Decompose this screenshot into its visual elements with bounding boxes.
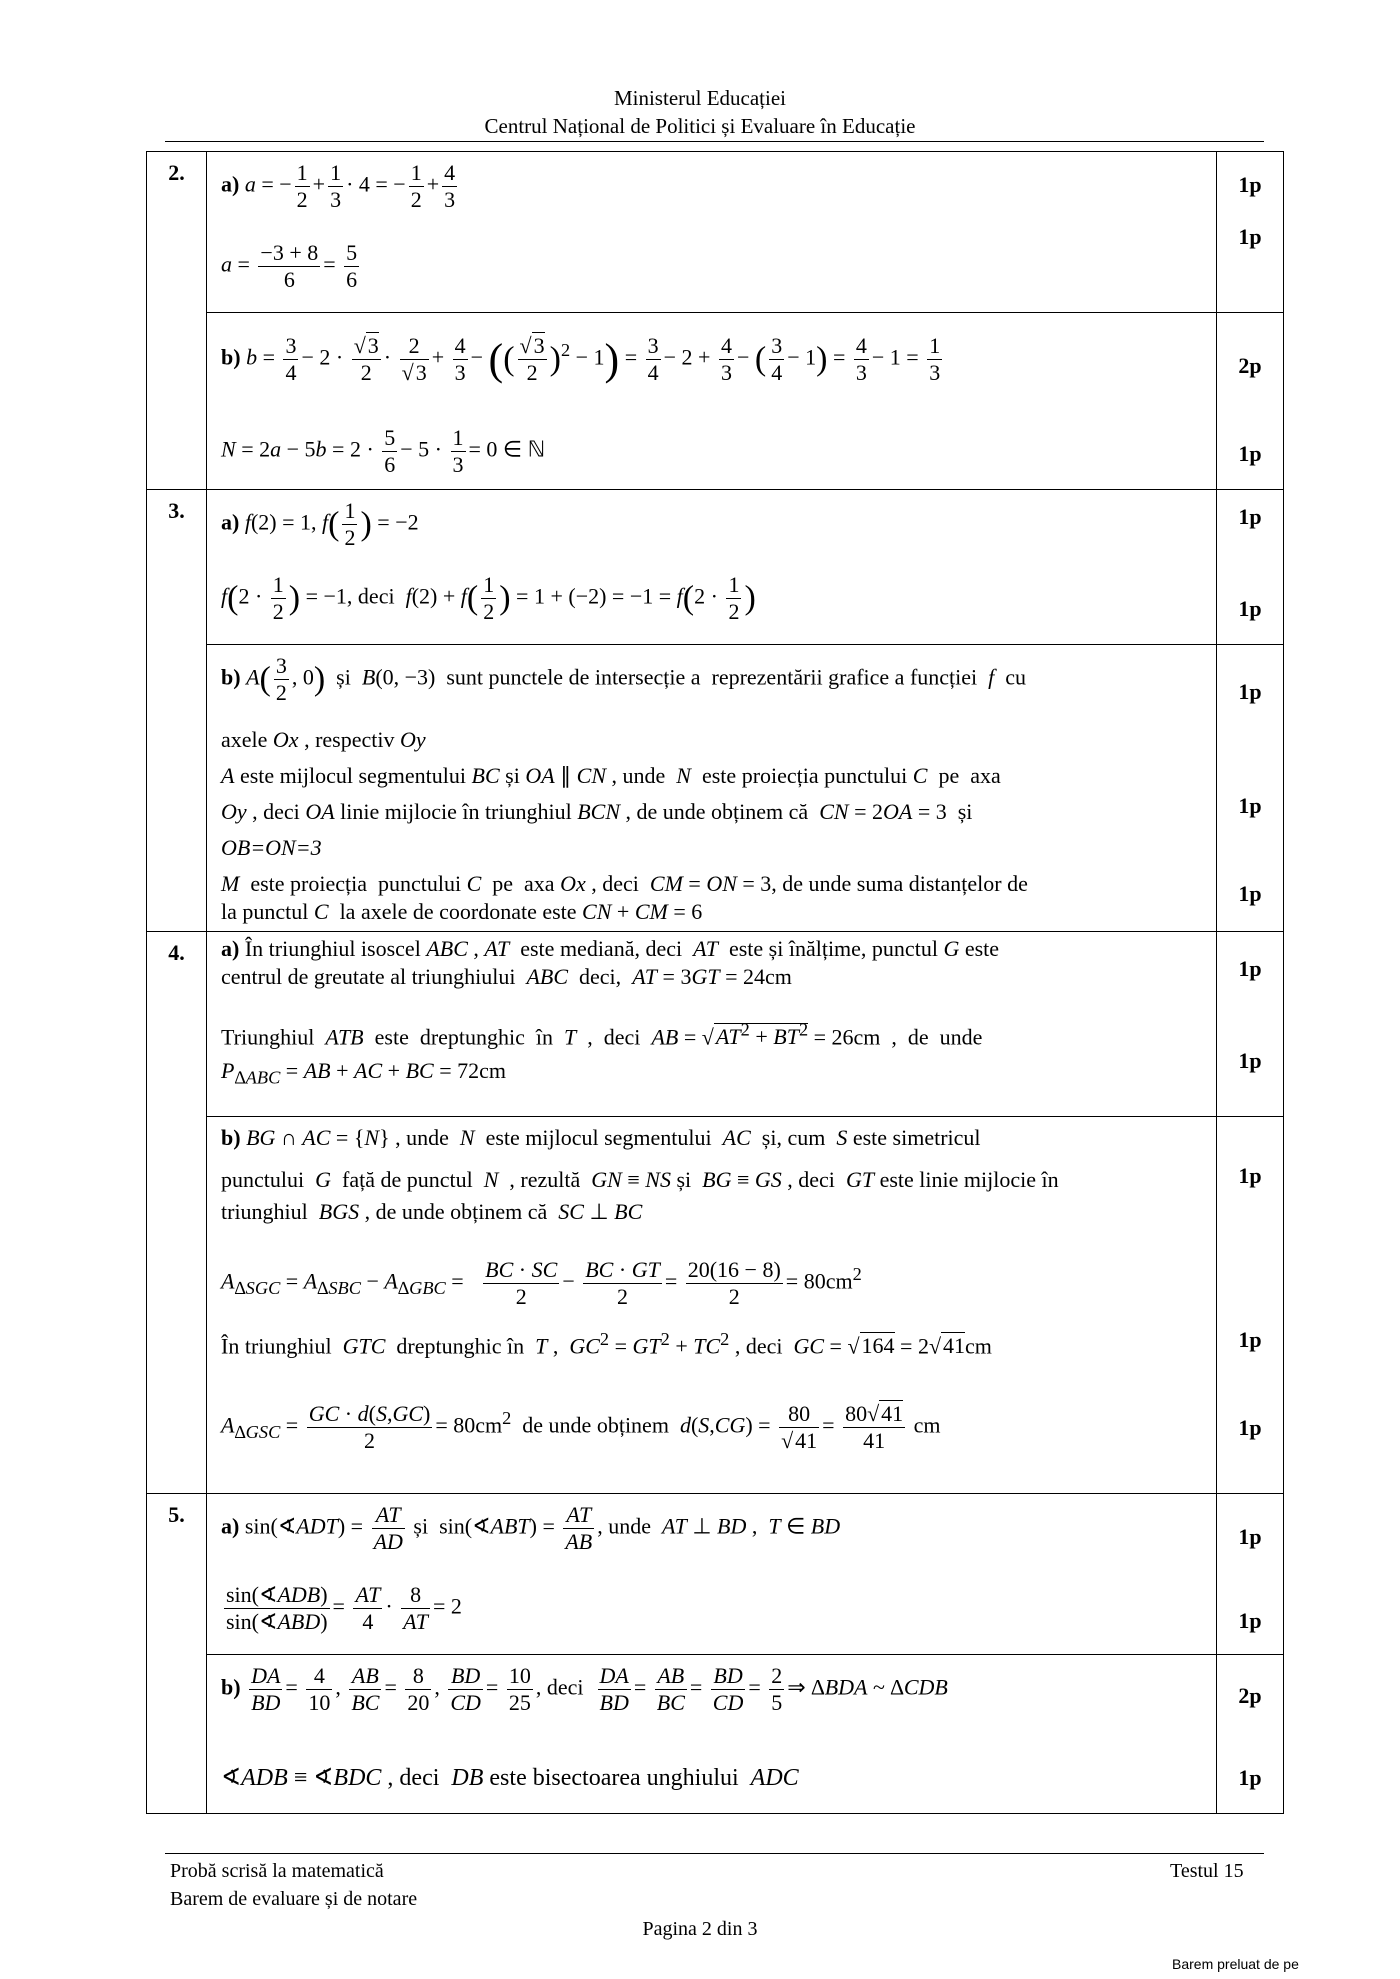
math-line: a) f(2) = 1, f( $\frac{1}{2}$ ) = −2 — [221, 498, 419, 550]
problem-number: 2. — [147, 152, 207, 490]
footer-rule — [165, 1853, 1264, 1854]
points: 1p — [1238, 224, 1262, 249]
points-cell — [1217, 1655, 1284, 1814]
header-rule — [165, 141, 1264, 142]
problem-number: 5. — [147, 1494, 207, 1814]
points: 1p — [1238, 1608, 1262, 1633]
text-line: M este proiecția punctului C pe axa Ox , deci CM = ON = 3, de unde suma distanțelor de — [221, 871, 1028, 896]
problem-row-2b — [147, 313, 1284, 490]
problem-row-3 — [147, 490, 1284, 645]
points: 1p — [1238, 1163, 1262, 1188]
math-line: b) b = $\frac{3}{4}$ − 2 · $\frac{√3}{2}$ · $\frac{2}{√3}$ + $\frac{4}{3}$ − (( $\frac{√3}{2}$ )$^2$ − 1) = $\frac{3}{4}$ − 2 + $\frac{4}{3}$ − ( $\frac{3}{4}$ − 1) = $\frac{4}{3}$ − 1 = $\frac{1}{3}$ — [221, 333, 941, 385]
text-line: la punctul C la axele de coordonate este CN + CM = 6 — [221, 899, 703, 924]
header-ministry: Ministerul Educației — [613, 86, 787, 110]
part-cell-5a — [207, 1494, 1217, 1655]
text-line: axele Ox , respectiv Oy — [221, 727, 426, 752]
points: 1p — [1238, 1524, 1262, 1549]
points-cell — [1217, 1494, 1284, 1655]
problem-row-4 — [147, 932, 1284, 1117]
points: 1p — [1238, 504, 1262, 529]
points: 1p — [1238, 172, 1262, 197]
text-line: a) În triunghiul isoscel ABC , AT este mediană, deci AT este și înălțime, punctul G este — [221, 936, 1000, 961]
points-cell — [1217, 645, 1284, 932]
math-line: În triunghiul GTC dreptunghic în T , $GC^2 = GT^2 + TC^2$ , deci GC = √164 = 2√41cm — [221, 1329, 992, 1359]
part-cell-2b — [207, 313, 1217, 490]
points: 1p — [1238, 679, 1262, 704]
problem-row-2 — [147, 152, 1284, 313]
math-line: b) $\frac{DA}{BD}$ = $\frac{4}{10}$ , $\frac{AB}{BC}$ = $\frac{8}{20}$ , $\frac{BD}{CD}$ = $\frac{10}{25}$ , deci $\frac{DA}{BD}$ = $\frac{AB}{BC}$ = $\frac{BD}{CD}$ = $\frac{2}{5}$ ⇒ ∆BDA ~ ∆CDB — [221, 1663, 948, 1715]
points: 1p — [1238, 1765, 1262, 1790]
math-line: Triunghiul ATB este dreptunghic în T , deci AB = $√AT^2 + BT^2 = 26cm$ , de unde — [221, 1020, 983, 1050]
grading-table — [146, 151, 1284, 1814]
math-line: b) A( $\frac{3}{2}$ , 0) și B(0, −3) sunt punctele de intersecție a reprezentării grafice a funcției f cu — [221, 653, 1027, 705]
math-line: a = $\frac{-3 + 8}{6}$ = $\frac{5}{6}$ — [221, 240, 358, 292]
math-line: $\frac{\text{sin(∢ADB)}}{\text{sin(∢ABD)}}$ = $\frac{AT}{4}$ · $\frac{8}{AT}$ = 2 — [226, 1582, 462, 1634]
math-line: $A_{\Delta GSC}$ = $\frac{GC \cdot d(S,GC)}{2}$ = $80cm^2$ de unde obținem d(S,CG) = $\frac{80}{√41}$ = $\frac{80√41}{41}$ cm — [221, 1401, 941, 1453]
problem-row-3b — [147, 645, 1284, 932]
header-center: Centrul Național de Politici și Evaluare în Educație — [484, 114, 916, 138]
problem-number: 4. — [147, 932, 207, 1494]
text-line: centrul de greutate al triunghiului ABC deci, AT = 3GT = 24cm — [221, 964, 792, 989]
text-line: punctului G față de punctul N , rezultă GN ≡ NS și BG ≡ GS , deci GT este linie mijlocie în — [221, 1167, 1059, 1192]
points: 2p — [1238, 353, 1262, 378]
points: 1p — [1238, 596, 1262, 621]
problem-number: 3. — [147, 490, 207, 932]
points: 1p — [1238, 793, 1262, 818]
text-line: ∢ADB ≡ ∢BDC , deci DB este bisectoarea unghiului ADC — [221, 1765, 799, 1791]
points-cell — [1217, 1117, 1284, 1494]
points-cell — [1217, 932, 1284, 1117]
points: 1p — [1238, 881, 1262, 906]
part-cell-3b — [207, 645, 1217, 932]
part-cell-3a — [207, 490, 1217, 645]
footer-test: Testul 15 — [1170, 1860, 1244, 1882]
math-line: a) a = − $\frac{1}{2}$ + $\frac{1}{3}$ · 4 = − $\frac{1}{2}$ + $\frac{4}{3}$ — [221, 160, 456, 212]
text-line: triunghiul BGS , de unde obținem că SC ⊥ BC — [221, 1199, 643, 1224]
footer-subject: Probă scrisă la matematică — [170, 1860, 384, 1882]
math-line: $P_{\Delta ABC}$ = AB + AC + BC = 72cm — [221, 1058, 506, 1088]
points: 1p — [1238, 956, 1262, 981]
points: 1p — [1238, 441, 1262, 466]
text-line: A este mijlocul segmentului BC și OA ∥ CN , unde N este proiecția punctului C pe axa — [221, 763, 1001, 788]
text-line: OB=ON=3 — [221, 835, 322, 860]
text-line: Oy , deci OA linie mijlocie în triunghiul BCN , de unde obținem că CN = 2OA = 3 și — [221, 799, 973, 824]
problem-row-5 — [147, 1494, 1284, 1655]
math-line: f(2 · $\frac{1}{2}$ ) = −1, deci f(2) + f( $\frac{1}{2}$ ) = 1 + (−2) = −1 = f(2 · $\frac{1}{2}$ ) — [221, 572, 756, 624]
points-cell — [1217, 490, 1284, 645]
math-line: a) sin(∢ADT) = $\frac{AT}{AD}$ și sin(∢ABT) = $\frac{AT}{AB}$ , unde AT ⊥ BD , T ∈ BD — [221, 1502, 841, 1554]
points: 1p — [1238, 1327, 1262, 1352]
footer-subtitle: Barem de evaluare și de notare — [170, 1888, 418, 1910]
part-cell-4b — [207, 1117, 1217, 1494]
part-cell-5b — [207, 1655, 1217, 1814]
points-cell — [1217, 152, 1284, 313]
points: 2p — [1238, 1683, 1262, 1708]
part-cell-2a — [207, 152, 1217, 313]
math-line: $A_{\Delta SGC} = A_{\Delta SBC} - A_{\Delta GBC}$ = $\frac{BC \cdot SC}{2}$ − $\frac{BC \cdot GT}{2}$ = $\frac{20(16 - 8)}{2}$ = $80cm^2$ — [221, 1257, 862, 1309]
points: 1p — [1238, 1048, 1262, 1073]
math-line: N = 2a − 5b = 2 · $\frac{5}{6}$ − 5 · $\frac{1}{3}$ = 0 ∈ ℕ — [221, 425, 546, 477]
text-line: b) BG ∩ AC = {N} , unde N este mijlocul segmentului AC și, cum S este simetricul — [221, 1125, 981, 1150]
part-cell-4a — [207, 932, 1217, 1117]
footer-source: Barem preluat de pe — [1172, 1956, 1299, 1972]
problem-row-5b — [147, 1655, 1284, 1814]
points-cell — [1217, 313, 1284, 490]
problem-row-4b — [147, 1117, 1284, 1494]
points: 1p — [1238, 1415, 1262, 1440]
footer-page: Pagina 2 din 3 — [642, 1918, 758, 1940]
